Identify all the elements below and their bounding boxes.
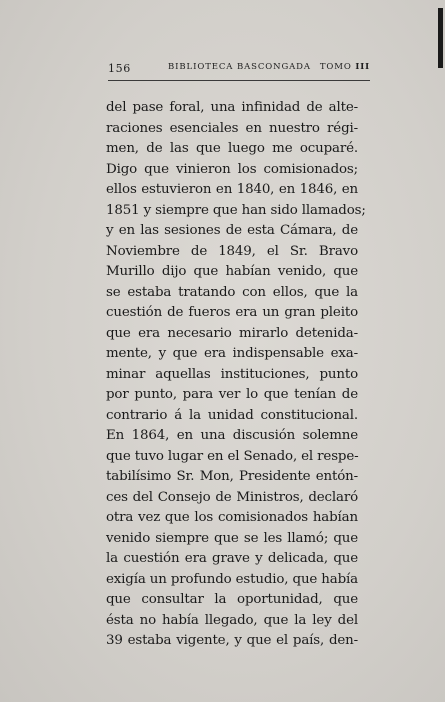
text-line: que consultar la oportunidad, que — [106, 592, 358, 607]
volume-numeral: III — [355, 62, 370, 72]
text-line: ellos estuvieron en 1840, en 1846, en — [106, 182, 358, 197]
text-line: men, de las que luego me ocuparé. — [106, 141, 358, 156]
text-line: otra vez que los comisionados habían — [106, 510, 358, 525]
page-number: 156 — [108, 62, 131, 75]
text-line: Digo que vinieron los comisionados; — [106, 161, 358, 177]
text-line: ésta no había llegado, que la ley del — [106, 612, 358, 628]
text-line: Noviembre de 1849, el Sr. Bravo — [106, 243, 358, 259]
volume-label — [320, 62, 370, 72]
text-line: del pase foral, una infinidad de alte- — [106, 100, 358, 115]
text-line: minar aquellas instituciones, punto — [106, 366, 358, 382]
text-line: 39 estaba vigente, y que el país, den- — [106, 633, 358, 648]
text-line: contrario á la unidad constitucional. — [106, 407, 358, 423]
text-line: ces del Consejo de Ministros, declaró — [106, 489, 358, 505]
text-line: que era necesario mirarlo detenida- — [106, 325, 358, 341]
text-line: y en las sesiones de esta Cámara, de — [106, 223, 358, 238]
running-title: BIBLIOTECA BASCONGADA — [168, 62, 311, 72]
text-line: tabilísimo Sr. Mon, Presidente entón- — [106, 469, 358, 484]
text-line: Murillo dijo que habían venido, que — [106, 264, 358, 279]
volume-word: TOMO — [319, 62, 352, 72]
text-line: mente, y que era indispensable exa- — [106, 346, 358, 361]
text-line: que tuvo lugar en el Senado, el respe- — [106, 448, 359, 464]
body-text — [106, 98, 366, 652]
page-edge-mark — [438, 8, 443, 68]
text-line: se estaba tratando con ellos, que la — [106, 284, 358, 300]
running-head — [108, 62, 370, 78]
text-line: raciones esenciales en nuestro régi- — [106, 120, 358, 136]
text-line: exigía un profundo estudio, que había — [106, 571, 358, 587]
text-line: cuestión de fueros era un gran pleito — [106, 305, 358, 320]
text-line: por punto, para ver lo que tenían de — [106, 387, 358, 402]
text-line: 1851 y siempre que han sido llamados; — [106, 202, 366, 218]
text-line: En 1864, en una discusión solemne — [106, 428, 358, 443]
text-line: venido siempre que se les llamó; que — [106, 530, 358, 546]
header-rule — [108, 80, 370, 81]
text-line: la cuestión era grave y delicada, que — [106, 551, 358, 566]
